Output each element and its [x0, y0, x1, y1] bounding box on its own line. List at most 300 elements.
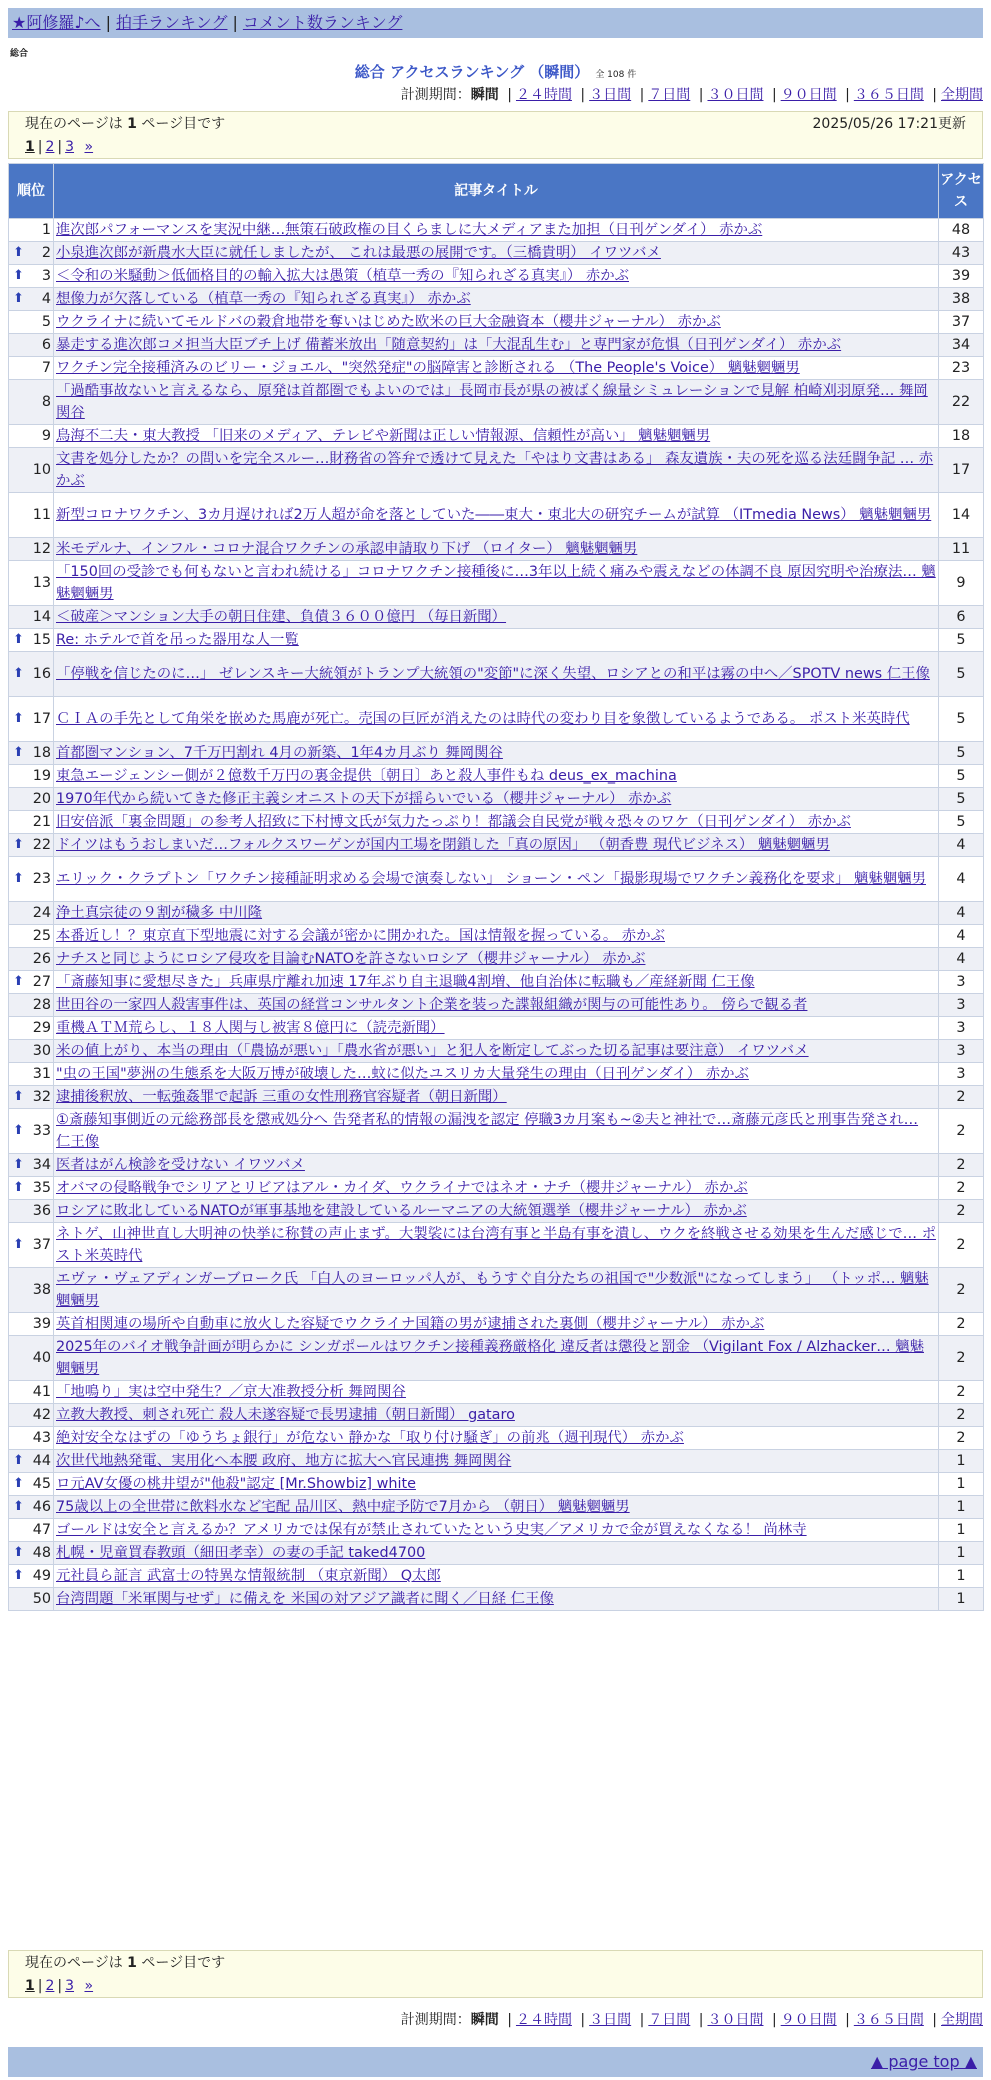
rank-cell	[9, 1473, 54, 1496]
current-page-text-bottom: 現在のページは 1 ページ目です	[25, 1955, 226, 1971]
title-cell	[54, 857, 939, 902]
page-title	[0, 61, 991, 82]
period-link-3d-bottom[interactable]: ３日間	[589, 2012, 632, 2028]
table-row	[9, 1404, 984, 1427]
period-link-30d-bottom[interactable]: ３０日間	[707, 2012, 764, 2028]
access-count: 3	[939, 1017, 984, 1040]
access-count: 4	[939, 902, 984, 925]
table-row	[9, 380, 984, 425]
access-count: 43	[939, 242, 984, 265]
rank-cell	[9, 948, 54, 971]
rank-cell	[9, 357, 54, 380]
rank-number: 20	[32, 791, 51, 807]
access-count: 39	[939, 265, 984, 288]
rank-number: 38	[32, 1282, 51, 1298]
access-count: 1	[939, 1588, 984, 1611]
rank-up-arrow-icon: ⬆	[13, 245, 24, 260]
page-top-link[interactable]: ▲ page top ▲	[870, 2052, 977, 2071]
table-row	[9, 834, 984, 857]
period-selector-top: 計測期間：瞬間 | ２４時間 | ３日間 | ７日間 | ３０日間 | ９０日間 | ３６５日間 | 全期間	[400, 87, 983, 103]
table-row	[9, 697, 984, 742]
rank-cell	[9, 1450, 54, 1473]
table-row	[9, 1313, 984, 1336]
rank-cell	[9, 425, 54, 448]
rank-cell	[9, 288, 54, 311]
nav-link-comment-ranking[interactable]: コメント数ランキング	[242, 13, 403, 32]
article-title-link[interactable]: 暴走する進次郎コメ担当大臣ブチ上げ 備蓄米放出「随意契約」は「大混乱生む」と専門家が危惧（日刊ゲンダイ） 赤かぶ	[56, 337, 842, 353]
article-title-link[interactable]: 重機ＡＴＭ荒らし、１８人関与し被害８億円に（読売新聞）	[56, 1020, 445, 1036]
rank-number: 22	[32, 837, 51, 853]
article-title-link[interactable]: 文書を処分したか？の問いを完全スルー…財務省の答弁で透けて見えた「やはり文書はある」 森友遺族・夫の死を巡る法廷闘争記 … 赤かぶ	[56, 451, 934, 489]
title-cell	[54, 1381, 939, 1404]
rank-number: 3	[41, 268, 51, 284]
table-row	[9, 219, 984, 242]
rank-cell	[9, 994, 54, 1017]
access-count: 34	[939, 334, 984, 357]
access-count: 9	[939, 561, 984, 606]
page-title-text: 総合 アクセスランキング （瞬間）	[354, 63, 590, 81]
rank-cell	[9, 448, 54, 493]
rank-number: 44	[32, 1453, 51, 1469]
article-title-link[interactable]: 東急エージェンシー側が２億数千万円の裏金提供〔朝日〕あと殺人事件もね deus_ex_machina	[56, 768, 677, 784]
article-title-link[interactable]: 想像力が欠落している（植草一秀の『知られざる真実』） 赤かぶ	[56, 291, 471, 307]
rank-number: 15	[32, 632, 51, 648]
title-cell	[54, 265, 939, 288]
rank-number: 33	[32, 1123, 51, 1139]
rank-cell	[9, 1268, 54, 1313]
article-title-link[interactable]: 逮捕後釈放、一転強姦罪で起訴 三重の女性刑務官容疑者（朝日新聞）	[56, 1089, 507, 1105]
rank-cell	[9, 834, 54, 857]
rank-up-arrow-icon: ⬆	[13, 745, 24, 760]
article-title-link[interactable]: 「150回の受診でも何もないと言われ続ける」コロナワクチン接種後に…3年以上続く痛みや震えなどの体調不良 原因究明や治療法… 魑魅魍魎男	[56, 564, 936, 602]
title-cell	[54, 334, 939, 357]
rank-number: 39	[32, 1316, 51, 1332]
title-cell	[54, 697, 939, 742]
rank-cell	[9, 1542, 54, 1565]
pagination-current: 1	[25, 139, 35, 155]
table-row	[9, 357, 984, 380]
access-count: 2	[939, 1381, 984, 1404]
article-title-link[interactable]: 浄土真宗徒の９割が穢多 中川隆	[56, 905, 263, 921]
access-count: 1	[939, 1450, 984, 1473]
rank-number: 12	[32, 541, 51, 557]
title-cell	[54, 493, 939, 538]
rank-number: 48	[32, 1545, 51, 1561]
table-row	[9, 925, 984, 948]
column-header-access: アクセス	[939, 164, 984, 219]
article-title-link[interactable]: 1970年代から続いてきた修正主義シオニストの天下が揺らいでいる（櫻井ジャーナル） 赤かぶ	[56, 791, 672, 807]
table-row	[9, 857, 984, 902]
table-row	[9, 1109, 984, 1154]
rank-number: 49	[32, 1568, 51, 1584]
rank-up-arrow-icon: ⬆	[13, 666, 24, 681]
rank-number: 42	[32, 1407, 51, 1423]
rank-number: 43	[32, 1430, 51, 1446]
rank-number: 24	[32, 905, 51, 921]
rank-up-arrow-icon: ⬆	[13, 291, 24, 306]
rank-number: 10	[32, 462, 51, 478]
rank-cell	[9, 857, 54, 902]
rank-number: 16	[32, 666, 51, 682]
rank-cell	[9, 334, 54, 357]
title-cell	[54, 1200, 939, 1223]
article-title-link[interactable]: 75歳以上の全世帯に飲料水など宅配 品川区、熱中症予防で7月から （朝日） 魑魅魍魎男	[56, 1499, 630, 1515]
access-count: 3	[939, 1040, 984, 1063]
article-title-link[interactable]: ゴールドは安全と言えるか？アメリカでは保有が禁止されていたという史実／アメリカで金が買えなくなる！ 尚林寺	[56, 1522, 807, 1538]
pagination-link-3-bottom[interactable]: 3	[65, 1978, 75, 1994]
nav-link-applause-ranking[interactable]: 拍手ランキング	[115, 13, 228, 32]
rank-number: 21	[32, 814, 51, 830]
period-link-90d-bottom[interactable]: ９０日間	[780, 2012, 837, 2028]
article-title-link[interactable]: 立教大教授、刺され死亡 殺人未遂容疑で長男逮捕（朝日新聞） gataro	[56, 1407, 515, 1423]
access-count: 5	[939, 697, 984, 742]
table-row	[9, 493, 984, 538]
rank-cell	[9, 311, 54, 334]
access-count: 5	[939, 629, 984, 652]
rank-up-arrow-icon: ⬆	[13, 1499, 24, 1514]
article-title-link[interactable]: 2025年のバイオ戦争計画が明らかに シンガポールはワクチン接種義務厳格化 違反者は懲役と罰金 （Vigilant Fox / Alzhacker… 魑魅魍魎男	[56, 1339, 924, 1377]
title-cell	[54, 1063, 939, 1086]
table-row	[9, 1017, 984, 1040]
rank-cell	[9, 811, 54, 834]
pagination-top: 1 | 2 | 3 »	[25, 139, 94, 155]
access-count: 2	[939, 1336, 984, 1381]
rank-number: 1	[41, 222, 51, 238]
article-title-link[interactable]: ネトゲ、山神世直し大明神の快挙に称賛の声止まず。大製裟には台湾有事と半島有事を潰し、ウクを終戦させる効果を生んだ感じで… ポスト米英時代	[56, 1226, 936, 1264]
title-cell	[54, 1519, 939, 1542]
rank-number: 18	[32, 745, 51, 761]
table-row	[9, 788, 984, 811]
article-title-link[interactable]: 英首相関連の場所や自動車に放火した容疑でウクライナ国籍の男が逮捕された裏側（櫻井ジャーナル） 赤かぶ	[56, 1316, 765, 1332]
access-count: 2	[939, 1223, 984, 1268]
rank-number: 26	[32, 951, 51, 967]
rank-cell	[9, 606, 54, 629]
access-count: 2	[939, 1404, 984, 1427]
rank-number: 8	[41, 394, 51, 410]
article-title-link[interactable]: 「斎藤知事に愛想尽きた」兵庫県庁離れ加速 17年ぶり自主退職4割増、他自治体に転職も／産経新聞 仁王像	[56, 974, 755, 990]
period-current: 瞬間	[470, 87, 499, 103]
rank-up-arrow-icon: ⬆	[13, 1123, 24, 1138]
article-title-link[interactable]: エリック・クラプトン「ワクチン接種証明求める会場で演奏しない」 ショーン・ペン「撮影現場でワクチン義務化を要求」 魑魅魍魎男	[56, 871, 926, 887]
table-row	[9, 948, 984, 971]
rank-number: 17	[32, 711, 51, 727]
title-cell	[54, 1086, 939, 1109]
rank-up-arrow-icon: ⬆	[13, 974, 24, 989]
article-title-link[interactable]: "虫の王国"夢洲の生態系を大阪万博が破壊した…蚊に似たユスリカ大量発生の理由（日刊ゲンダイ） 赤かぶ	[56, 1066, 749, 1082]
access-count: 6	[939, 606, 984, 629]
rank-cell	[9, 1040, 54, 1063]
title-cell	[54, 380, 939, 425]
rank-up-arrow-icon: ⬆	[13, 1157, 24, 1172]
table-row	[9, 606, 984, 629]
access-count: 2	[939, 1200, 984, 1223]
article-title-link[interactable]: 台湾問題「米軍関与せず」に備えを 米国の対アジア識者に聞く／日経 仁王像	[56, 1591, 554, 1607]
table-header-row	[9, 164, 984, 219]
title-cell	[54, 834, 939, 857]
total-count: 全 108 件	[595, 70, 637, 80]
article-title-link[interactable]: 本番近し！？東京直下型地震に対する会議が密かに開かれた。国は情報を握っている。 赤かぶ	[56, 928, 665, 944]
access-count: 22	[939, 380, 984, 425]
title-cell	[54, 1313, 939, 1336]
title-cell	[54, 788, 939, 811]
rank-number: 6	[41, 337, 51, 353]
table-row	[9, 1427, 984, 1450]
table-row	[9, 1336, 984, 1381]
period-link-all[interactable]: 全期間	[941, 87, 983, 103]
article-title-link[interactable]: 米の値上がり、本当の理由（「農協が悪い」「農水省が悪い」と犯人を断定してぶった切る記事は要注意） イワツバメ	[56, 1043, 809, 1059]
pagination-next-bottom[interactable]: »	[84, 1978, 94, 1994]
article-title-link[interactable]: ロ元AV女優の桃井望が"他殺"認定 [Mr.Showbiz] white	[56, 1476, 416, 1492]
rank-number: 40	[32, 1350, 51, 1366]
article-title-link[interactable]: 旧安倍派「裏金問題」の参考人招致に下村博文氏が気力たっぷり！都議会自民党が戦々恐々のワケ（日刊ゲンダイ） 赤かぶ	[56, 814, 851, 830]
access-count: 1	[939, 1496, 984, 1519]
period-link-24h-bottom[interactable]: ２４時間	[515, 2012, 572, 2028]
rank-cell	[9, 1086, 54, 1109]
rank-cell	[9, 971, 54, 994]
access-count: 17	[939, 448, 984, 493]
rank-number: 34	[32, 1157, 51, 1173]
article-title-link[interactable]: 小泉進次郎が新農水大臣に就任しましたが、 これは最悪の展開です。（三橋貴明） イワツバメ	[56, 245, 661, 261]
rank-cell	[9, 219, 54, 242]
table-row	[9, 1588, 984, 1611]
article-title-link[interactable]: ＣＩＡの手先として角栄を嵌めた馬鹿が死亡。売国の巨匠が消えたのは時代の変わり目を象徴しているようである。 ポスト米英時代	[56, 711, 910, 727]
article-title-link[interactable]: ロシアに敗北しているNATOが軍事基地を建設しているルーマニアの大統領選挙（櫻井ジャーナル） 赤かぶ	[56, 1203, 747, 1219]
period-selector-bottom: 計測期間：瞬間 | ２４時間 | ３日間 | ７日間 | ３０日間 | ９０日間 | ３６５日間 | 全期間	[400, 2012, 983, 2028]
pagination-link-3[interactable]: 3	[65, 139, 75, 155]
title-cell	[54, 311, 939, 334]
rank-up-arrow-icon: ⬆	[13, 1476, 24, 1491]
access-count: 1	[939, 1473, 984, 1496]
title-cell	[54, 1017, 939, 1040]
period-label: 計測期間：	[400, 87, 471, 103]
period-link-365d-bottom[interactable]: ３６５日間	[853, 2012, 924, 2028]
period-link-365d[interactable]: ３６５日間	[853, 87, 924, 103]
category-label: 総合	[10, 49, 29, 59]
top-nav-bar	[8, 8, 983, 38]
rank-number: 30	[32, 1043, 51, 1059]
access-count: 23	[939, 357, 984, 380]
nav-separator: |	[232, 13, 238, 32]
rank-cell	[9, 629, 54, 652]
rank-cell	[9, 1496, 54, 1519]
article-title-link[interactable]: ウクライナに続いてモルドバの穀倉地帯を奪いはじめた欧米の巨大金融資本（櫻井ジャーナル） 赤かぶ	[56, 314, 721, 330]
article-title-link[interactable]: ワクチン完全接種済みのビリー・ジョエル、"突然発症"の脳障害と診断される （The People's Voice） 魑魅魍魎男	[56, 360, 800, 376]
article-title-link[interactable]: 鳥海不二夫・東大教授 「旧来のメディア、テレビや新聞は正しい情報源、信頼性が高い」 魑魅魍魎男	[56, 428, 711, 444]
rank-cell	[9, 1223, 54, 1268]
table-row	[9, 1063, 984, 1086]
rank-cell	[9, 1177, 54, 1200]
rank-up-arrow-icon: ⬆	[13, 711, 24, 726]
access-count: 14	[939, 493, 984, 538]
nav-link-ashura[interactable]: ★阿修羅♪へ	[12, 13, 101, 32]
article-title-link[interactable]: 次世代地熱発電、実用化へ本腰 政府、地方に拡大へ官民連携 舞岡関谷	[56, 1453, 512, 1469]
rank-number: 14	[32, 609, 51, 625]
article-title-link[interactable]: ナチスと同じようにロシア侵攻を目論むNATOを許さないロシア（櫻井ジャーナル） 赤かぶ	[56, 951, 646, 967]
access-count: 5	[939, 742, 984, 765]
access-count: 3	[939, 994, 984, 1017]
nav-separator: |	[105, 13, 111, 32]
article-title-link[interactable]: 「停戦を信じたのに…」 ゼレンスキー大統領がトランプ大統領の"変節"に深く失望、ロシアとの和平は霧の中へ／SPOTV news 仁王像	[56, 666, 930, 682]
table-row	[9, 1177, 984, 1200]
access-count: 3	[939, 1063, 984, 1086]
rank-up-arrow-icon: ⬆	[13, 1180, 24, 1195]
rank-up-arrow-icon: ⬆	[13, 1545, 24, 1560]
period-link-all-bottom[interactable]: 全期間	[941, 2012, 983, 2028]
rank-number: 29	[32, 1020, 51, 1036]
pagination-bottom: 1 | 2 | 3 »	[25, 1978, 94, 1994]
title-cell	[54, 925, 939, 948]
table-row	[9, 1565, 984, 1588]
title-cell	[54, 1450, 939, 1473]
rank-cell	[9, 1200, 54, 1223]
access-count: 1	[939, 1565, 984, 1588]
table-row	[9, 288, 984, 311]
pagination-link-2[interactable]: 2	[45, 139, 55, 155]
table-row	[9, 311, 984, 334]
title-cell	[54, 1268, 939, 1313]
page-info-top	[8, 111, 983, 159]
rank-cell	[9, 1154, 54, 1177]
pagination-next[interactable]: »	[84, 139, 94, 155]
table-row	[9, 1223, 984, 1268]
updated-timestamp: 2025/05/26 17:21更新	[812, 116, 966, 132]
article-title-link[interactable]: 新型コロナワクチン、3カ月遅ければ2万人超が命を落としていた――東大・東北大の研究チームが試算 （ITmedia News） 魑魅魍魎男	[56, 507, 932, 523]
access-count: 11	[939, 538, 984, 561]
rank-up-arrow-icon: ⬆	[13, 632, 24, 647]
access-count: 2	[939, 1268, 984, 1313]
article-title-link[interactable]: 絶対安全なはずの「ゆうちょ銀行」が危ない 静かな「取り付け騒ぎ」の前兆（週刊現代） 赤かぶ	[56, 1430, 684, 1446]
article-title-link[interactable]: ＜令和の米騒動＞低価格目的の輸入拡大は愚策（植草一秀の『知られざる真実』） 赤かぶ	[56, 268, 630, 284]
rank-number: 45	[32, 1476, 51, 1492]
article-title-link[interactable]: 札幌・児童買春教頭（細田孝幸）の妻の手記 taked4700	[56, 1545, 426, 1561]
rank-cell	[9, 1381, 54, 1404]
table-row	[9, 902, 984, 925]
title-cell	[54, 1040, 939, 1063]
rank-cell	[9, 493, 54, 538]
article-title-link[interactable]: ①斎藤知事側近の元総務部長を懲戒処分へ 告発者私的情報の漏洩を認定 停職3カ月案も~②夫と神社で…斎藤元彦氏と刑事告発され… 仁王像	[56, 1112, 919, 1150]
article-title-link[interactable]: 首都圏マンション、7千万円割れ 4月の新築、1年4カ月ぶり 舞岡関谷	[56, 745, 503, 761]
article-title-link[interactable]: 進次郎パフォーマンスを実況中継…無策石破政権の目くらましに大メディアまた加担（日刊ゲンダイ） 赤かぶ	[56, 222, 763, 238]
table-row	[9, 242, 984, 265]
access-count: 3	[939, 971, 984, 994]
rank-cell	[9, 697, 54, 742]
title-cell	[54, 1473, 939, 1496]
rank-number: 27	[32, 974, 51, 990]
rank-cell	[9, 1109, 54, 1154]
period-link-7d[interactable]: ７日間	[648, 87, 691, 103]
title-cell	[54, 1588, 939, 1611]
rank-number: 7	[41, 360, 51, 376]
rank-cell	[9, 1588, 54, 1611]
title-cell	[54, 425, 939, 448]
rank-cell	[9, 538, 54, 561]
rank-up-arrow-icon: ⬆	[13, 1453, 24, 1468]
access-count: 5	[939, 811, 984, 834]
rank-cell	[9, 765, 54, 788]
title-cell	[54, 1336, 939, 1381]
table-row	[9, 1200, 984, 1223]
rank-number: 32	[32, 1089, 51, 1105]
article-title-link[interactable]: 世田谷の一家四人殺害事件は、英国の経営コンサルタント企業を装った諜報組織が関与の可能性あり。 傍らで観る者	[56, 997, 808, 1013]
article-title-link[interactable]: オバマの侵略戦争でシリアとリビアはアル・カイダ、ウクライナではネオ・ナチ（櫻井ジャーナル） 赤かぶ	[56, 1180, 748, 1196]
table-row	[9, 448, 984, 493]
article-title-link[interactable]: ＜破産＞マンション大手の朝日住建、負債３６００億円 （毎日新聞）	[56, 609, 507, 625]
rank-number: 23	[32, 871, 51, 887]
rank-up-arrow-icon: ⬆	[13, 837, 24, 852]
table-row	[9, 1450, 984, 1473]
title-cell	[54, 1223, 939, 1268]
title-cell	[54, 994, 939, 1017]
rank-up-arrow-icon: ⬆	[13, 1089, 24, 1104]
rank-number: 31	[32, 1066, 51, 1082]
column-header-title: 記事タイトル	[54, 164, 939, 219]
table-row	[9, 334, 984, 357]
title-cell	[54, 561, 939, 606]
access-count: 2	[939, 1154, 984, 1177]
title-cell	[54, 971, 939, 994]
title-cell	[54, 742, 939, 765]
table-row	[9, 1086, 984, 1109]
table-row	[9, 538, 984, 561]
title-cell	[54, 811, 939, 834]
period-link-90d[interactable]: ９０日間	[780, 87, 837, 103]
table-row	[9, 811, 984, 834]
pagination-link-2-bottom[interactable]: 2	[45, 1978, 55, 1994]
title-cell	[54, 357, 939, 380]
column-header-rank: 順位	[9, 164, 54, 219]
article-title-link[interactable]: ドイツはもうおしまいだ…フォルクスワーゲンが国内工場を閉鎖した「真の原因」 （朝香豊 現代ビジネス） 魑魅魍魎男	[56, 837, 830, 853]
current-page-text: 現在のページは 1 ページ目です	[25, 116, 226, 132]
rank-cell	[9, 788, 54, 811]
period-link-30d[interactable]: ３０日間	[707, 87, 764, 103]
title-cell	[54, 538, 939, 561]
rank-number: 36	[32, 1203, 51, 1219]
article-title-link[interactable]: エヴァ・ヴェアディンガーブローク氏 「白人のヨーロッパ人が、もうすぐ自分たちの祖国で"少数派"になってしまう」 （トッポ… 魑魅魍魎男	[56, 1271, 929, 1309]
table-row	[9, 561, 984, 606]
rank-number: 11	[32, 507, 51, 523]
rank-cell	[9, 242, 54, 265]
access-count: 5	[939, 788, 984, 811]
article-title-link[interactable]: 元社員ら証言 武富士の特異な情報統制 （東京新聞） Q太郎	[56, 1568, 441, 1584]
rank-up-arrow-icon: ⬆	[13, 1568, 24, 1583]
rank-cell	[9, 265, 54, 288]
rank-number: 5	[41, 314, 51, 330]
article-title-link[interactable]: 医者はがん検診を受けない イワツバメ	[56, 1157, 305, 1173]
period-link-3d[interactable]: ３日間	[589, 87, 632, 103]
access-count: 2	[939, 1427, 984, 1450]
article-title-link[interactable]: 「地鳴り」実は空中発生？／京大准教授分析 舞岡関谷	[56, 1384, 406, 1400]
rank-cell	[9, 1336, 54, 1381]
rank-up-arrow-icon: ⬆	[13, 1237, 24, 1252]
table-row	[9, 1268, 984, 1313]
article-title-link[interactable]: 「過酷事故ないと言えるなら、原発は首都圏でもよいのでは」長岡市長が県の被ばく線量シミュレーションで見解 柏崎刈羽原発… 舞岡関谷	[56, 383, 928, 421]
rank-cell	[9, 1519, 54, 1542]
title-cell	[54, 606, 939, 629]
title-cell	[54, 1177, 939, 1200]
article-title-link[interactable]: Re: ホテルで首を吊った器用な人一覧	[56, 632, 299, 648]
access-count: 5	[939, 652, 984, 697]
access-count: 2	[939, 1086, 984, 1109]
table-row	[9, 742, 984, 765]
title-cell	[54, 1404, 939, 1427]
access-count: 4	[939, 948, 984, 971]
article-title-link[interactable]: 米モデルナ、インフル・コロナ混合ワクチンの承認申請取り下げ （ロイター） 魑魅魍魎男	[56, 541, 638, 557]
period-link-7d-bottom[interactable]: ７日間	[648, 2012, 691, 2028]
table-row	[9, 265, 984, 288]
title-cell	[54, 242, 939, 265]
rank-cell	[9, 380, 54, 425]
period-link-24h[interactable]: ２４時間	[515, 87, 572, 103]
